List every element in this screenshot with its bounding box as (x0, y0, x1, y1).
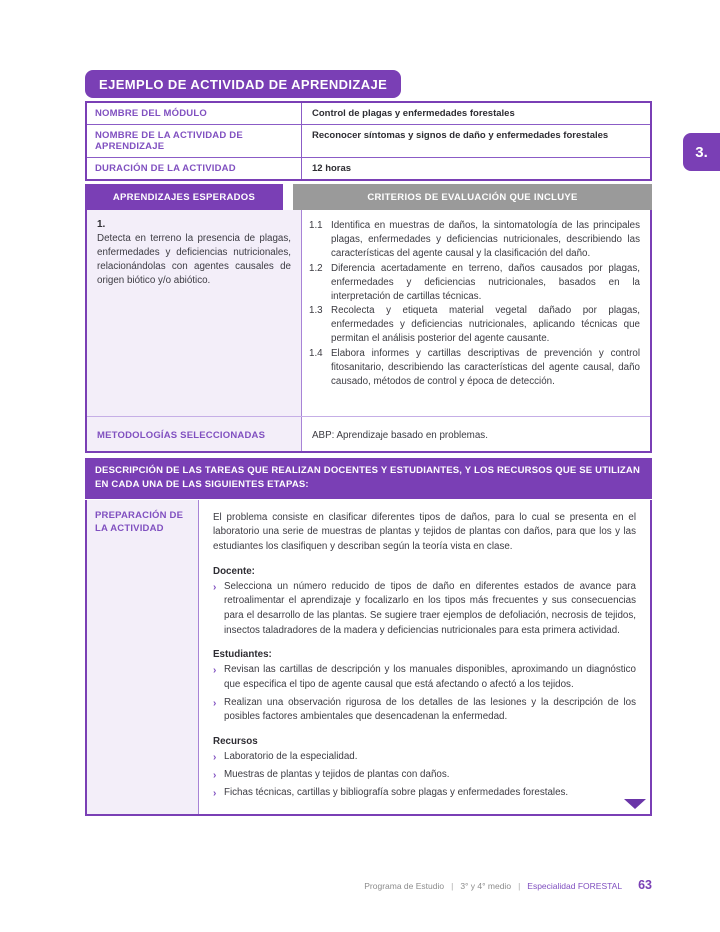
learning-table-body (85, 210, 652, 453)
activity-name-label: NOMBRE DE LA ACTIVIDAD DE APRENDIZAJE (87, 125, 302, 157)
chapter-tab (683, 133, 720, 171)
recursos-item-text: Fichas técnicas, cartillas y bibliografía sobre plagas y enfermedades forestales. (224, 787, 569, 799)
page-footer (85, 878, 652, 892)
activity-name-value: Reconocer síntomas y signos de daño y enfermedades forestales (312, 130, 609, 141)
criterio-number: 1.2 (309, 262, 323, 274)
footer-program: Programa de Estudio (364, 881, 445, 891)
table-row (87, 417, 650, 451)
preparation-section (85, 500, 652, 817)
criterios-header: CRITERIOS DE EVALUACIÓN QUE INCLUYE (293, 184, 652, 210)
footer-separator: | (451, 881, 454, 891)
criterio-number: 1.4 (309, 348, 323, 360)
table-row (87, 103, 650, 125)
table-row (87, 158, 650, 179)
aprendizaje-cell (87, 210, 302, 416)
metodologias-value-cell (302, 417, 650, 451)
aprendizaje-number: 1. (97, 219, 106, 230)
list-item (213, 696, 636, 725)
intro-paragraph: El problema consiste en clasificar diferentes tipos de daños, para lo cual se presenta en el laboratorio una serie de muestras de plantas y tejidos de plantas con daños, para que los y las estudiantes los clasifiquen y describan según la teoría vista en clase. (213, 511, 636, 552)
module-name-value: Control de plagas y enfermedades forestales (312, 108, 515, 119)
learning-table-headers (85, 184, 652, 210)
table-row (87, 125, 650, 158)
footer-separator: | (518, 881, 521, 891)
metodologias-label-cell (87, 417, 302, 451)
bullet-icon: › (213, 581, 217, 593)
tasks-description-banner: DESCRIPCIÓN DE LAS TAREAS QUE REALIZAN DOCENTES Y ESTUDIANTES, Y LOS RECURSOS QUE SE UTILIZAN EN CADA UNA DE LAS SIGUIENTES ETAPAS: (85, 458, 652, 499)
bullet-icon: › (213, 752, 217, 764)
docente-item-text: Selecciona un número reducido de tipos de daño en diferentes estados de avance para retroalimentar el aprendizaje y focalizarlo en los tipos más frecuentes y sus consecuencias para el desarrollo de las plantas. Se sugiere traer ejemplos de defoliación, necrosis de tejidos, insectos taladradores de la madera y deficiencias nutricionales para esta primera actividad. (224, 580, 636, 636)
table-row (87, 210, 650, 417)
criterio-text: Recolecta y etiqueta material vegetal dañado por plagas, enfermedades y deficiencias nutricionales, aplicando técnicas que permitan el análisis posterior del agente causante. (331, 305, 640, 345)
duration-value: 12 horas (312, 163, 352, 174)
stage-content (199, 500, 650, 815)
estudiantes-item-text: Realizan una observación rigurosa de los detalles de las lesiones y la descripción de los posibles factores ambientales que desencadenan la enfermedad. (224, 696, 636, 723)
recursos-item-text: Laboratorio de la especialidad. (224, 751, 358, 763)
module-info-table (85, 101, 652, 181)
aprendizajes-header: APRENDIZAJES ESPERADOS (85, 184, 283, 210)
aprendizaje-text: Detecta en terreno la presencia de plagas, enfermedades y deficiencias nutricionales, relacionándolas con agentes causales de origen biótico y/o abiótico. (97, 233, 291, 286)
list-item (213, 768, 636, 783)
criterios-cell (302, 210, 650, 416)
metodologias-label: METODOLOGÍAS SELECCIONADAS (97, 430, 266, 441)
docente-heading: Docente: (213, 565, 255, 577)
list-item (213, 750, 636, 765)
criterio-number: 1.1 (309, 220, 323, 231)
bullet-icon: › (213, 697, 217, 709)
estudiantes-heading: Estudiantes: (213, 649, 272, 661)
main-content (85, 70, 652, 816)
bullet-icon: › (213, 788, 217, 800)
page-number: 63 (638, 878, 652, 892)
metodologias-value: ABP: Aprendizaje basado en problemas. (312, 430, 488, 441)
module-name-label: NOMBRE DEL MÓDULO (87, 103, 302, 124)
estudiantes-item-text: Revisan las cartillas de descripción y los manuales disponibles, aproximando un diagnóstico que especifica el tipo de agente causal que está afectando o afectó a los tejidos. (224, 664, 636, 690)
criterio-item (309, 219, 640, 261)
bullet-icon: › (213, 770, 217, 782)
bullet-icon: › (213, 665, 217, 677)
stage-label: PREPARACIÓN DE LA ACTIVIDAD (87, 500, 199, 815)
criterio-item (309, 304, 640, 346)
recursos-heading: Recursos (213, 736, 258, 748)
page-title: EJEMPLO DE ACTIVIDAD DE APRENDIZAJE (85, 70, 401, 98)
duration-label: DURACIÓN DE LA ACTIVIDAD (87, 158, 302, 179)
recursos-item-text: Muestras de plantas y tejidos de plantas con daños. (224, 769, 450, 781)
criterio-text: Elabora informes y cartillas descriptivas de prevención y control fitosanitario, describiendo las características del agente causal, daño causado, métodos de control y época de detección. (331, 348, 640, 387)
list-item (213, 580, 636, 639)
criterio-item (309, 347, 640, 389)
criterio-text: Identifica en muestras de daños, la sintomatología de las principales plagas, enfermedades y deficiencias nutricionales, describiendo las características del agente causal y la clasificación del daño. (331, 220, 640, 259)
list-item (213, 786, 636, 801)
footer-specialty: Especialidad FORESTAL (527, 881, 623, 891)
criterio-text: Diferencia acertadamente en terreno, daños causados por plagas, enfermedades y deficiencias nutricionales, basados en la interpretación de cartillas técnicas. (331, 262, 640, 302)
chapter-tab-label: 3. (695, 143, 708, 161)
list-item (213, 663, 636, 692)
footer-grade: 3° y 4° medio (460, 881, 512, 891)
criterio-item (309, 262, 640, 304)
criterio-number: 1.3 (309, 305, 323, 317)
continuation-arrow-icon (624, 799, 646, 809)
